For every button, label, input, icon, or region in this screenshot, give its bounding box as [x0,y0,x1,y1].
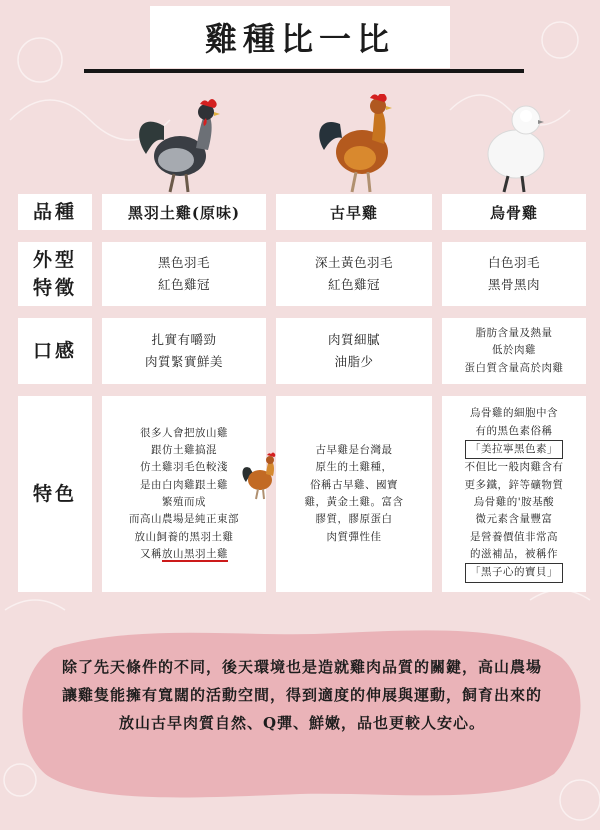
appearance-3-line1: 白色羽毛 [487,255,540,271]
feature-1-line3: 仿土雞羽毛色較淺 [140,461,228,474]
label-appearance [18,242,92,306]
breed-name-3: 烏骨雞 [489,203,538,222]
breed-cell-2 [276,194,432,230]
taste-3-line2: 低於肉雞 [492,344,536,357]
feature-3-line6: 微元素含量豐富 [475,513,553,526]
golden-rooster-icon [310,94,410,196]
breed-cell-1 [102,194,266,230]
feature-2-line5: 膠質，膠原蛋白 [315,513,393,526]
feature-3-line3: 不但比一般肉雞含有 [464,461,564,474]
label-taste [18,318,92,384]
feature-2-line1: 古早雞是台灣最 [315,444,393,457]
feature-1-line4: 是由白肉雞跟土雞 [140,478,228,491]
label-appearance-line2: 特徵 [32,277,77,299]
feature-2-line3: 俗稱古早雞、國寶 [310,478,398,491]
feature-1-line6: 而高山農場是純正東部 [129,513,239,526]
taste-2-line1: 肉質細膩 [327,332,380,348]
appearance-1-line1: 黑色羽毛 [157,255,210,271]
feature-1-line8 [140,546,228,563]
title-box [150,6,450,68]
taste-3-line1: 脂肪含量及熱量 [475,327,553,340]
taste-cell-2 [276,318,432,384]
appearance-2-line2: 紅色雞冠 [327,277,380,292]
feature-2-line6: 肉質彈性佳 [326,530,382,543]
white-silkie-icon [468,98,564,196]
feature-3-boxed: 「美拉寧黑色素」 [465,440,563,459]
taste-2-line2: 油脂少 [334,354,374,369]
footer-text: 除了先天條件的不同，後天環境也是造就雞肉品質的關鍵，高山農場讓雞隻能擁有寬闊的活動空間，得到適度的伸展與運動，飼育出來的放山古早肉質自然、Q彈、鮮嫩，品也更較人安心。 [61,658,542,732]
feature-3-line2: 有的黑色素俗稱 [475,424,553,437]
taste-1-line1: 扎實有嚼勁 [151,332,217,348]
label-feature [18,396,92,592]
feature-1-prefix: 又稱 [140,547,162,560]
feature-1-line1: 很多人會把放山雞 [140,426,228,439]
feature-3-line4: 更多鐵，鋅等礦物質 [464,478,564,491]
appearance-cell-3 [442,242,586,306]
page-title: 雞種比一比 [204,20,395,58]
feature-3-line8: 的滋補品，被稱作 [470,547,558,560]
appearance-1-line2: 紅色雞冠 [157,277,210,292]
label-feature-text: 特色 [32,482,77,505]
appearance-cell-2 [276,242,432,306]
title-underline [84,69,524,73]
feature-cell-3 [442,396,586,592]
appearance-cell-1 [102,242,266,306]
feature-1-line2: 跟仿土雞搞混 [151,444,217,457]
taste-1-line2: 肉質緊實鮮美 [144,354,223,369]
label-breed-text: 品種 [32,200,77,223]
feature-cell-2 [276,396,432,592]
taste-3-line3: 蛋白質含量高於肉雞 [464,361,564,374]
feature-1-line5: 繁殖而成 [162,496,206,508]
label-breed [18,194,92,230]
breed-cell-3 [442,194,586,230]
feature-3-line7: 是營養價值非常高 [470,530,558,543]
feature-1-line7: 放山飼養的黑羽土雞 [134,530,234,543]
feature-1-highlight: 放山黑羽土雞 [162,547,228,560]
feature-2-line2: 原生的土雞種， [315,461,393,474]
appearance-3-line2: 黑骨黑肉 [487,277,540,292]
taste-cell-1 [102,318,266,384]
feature-3-highlight: 「黑子心的寶貝」 [465,563,563,582]
small-rooster-icon [240,452,280,502]
label-taste-text: 口感 [32,339,77,362]
feature-3-line5: 烏骨雞的'胺基酸 [473,496,555,508]
black-rooster-icon [130,98,230,196]
taste-cell-3 [442,318,586,384]
breed-name-1: 黑羽土雞(原味) [127,203,241,222]
appearance-2-line1: 深土黃色羽毛 [314,255,393,271]
breed-name-2: 古早雞 [329,203,378,222]
feature-2-line4: 雞，黃金土雞。富含 [304,496,404,508]
label-appearance-line1: 外型 [32,248,77,271]
feature-3-line1: 烏骨雞的細胞中含 [470,407,558,420]
